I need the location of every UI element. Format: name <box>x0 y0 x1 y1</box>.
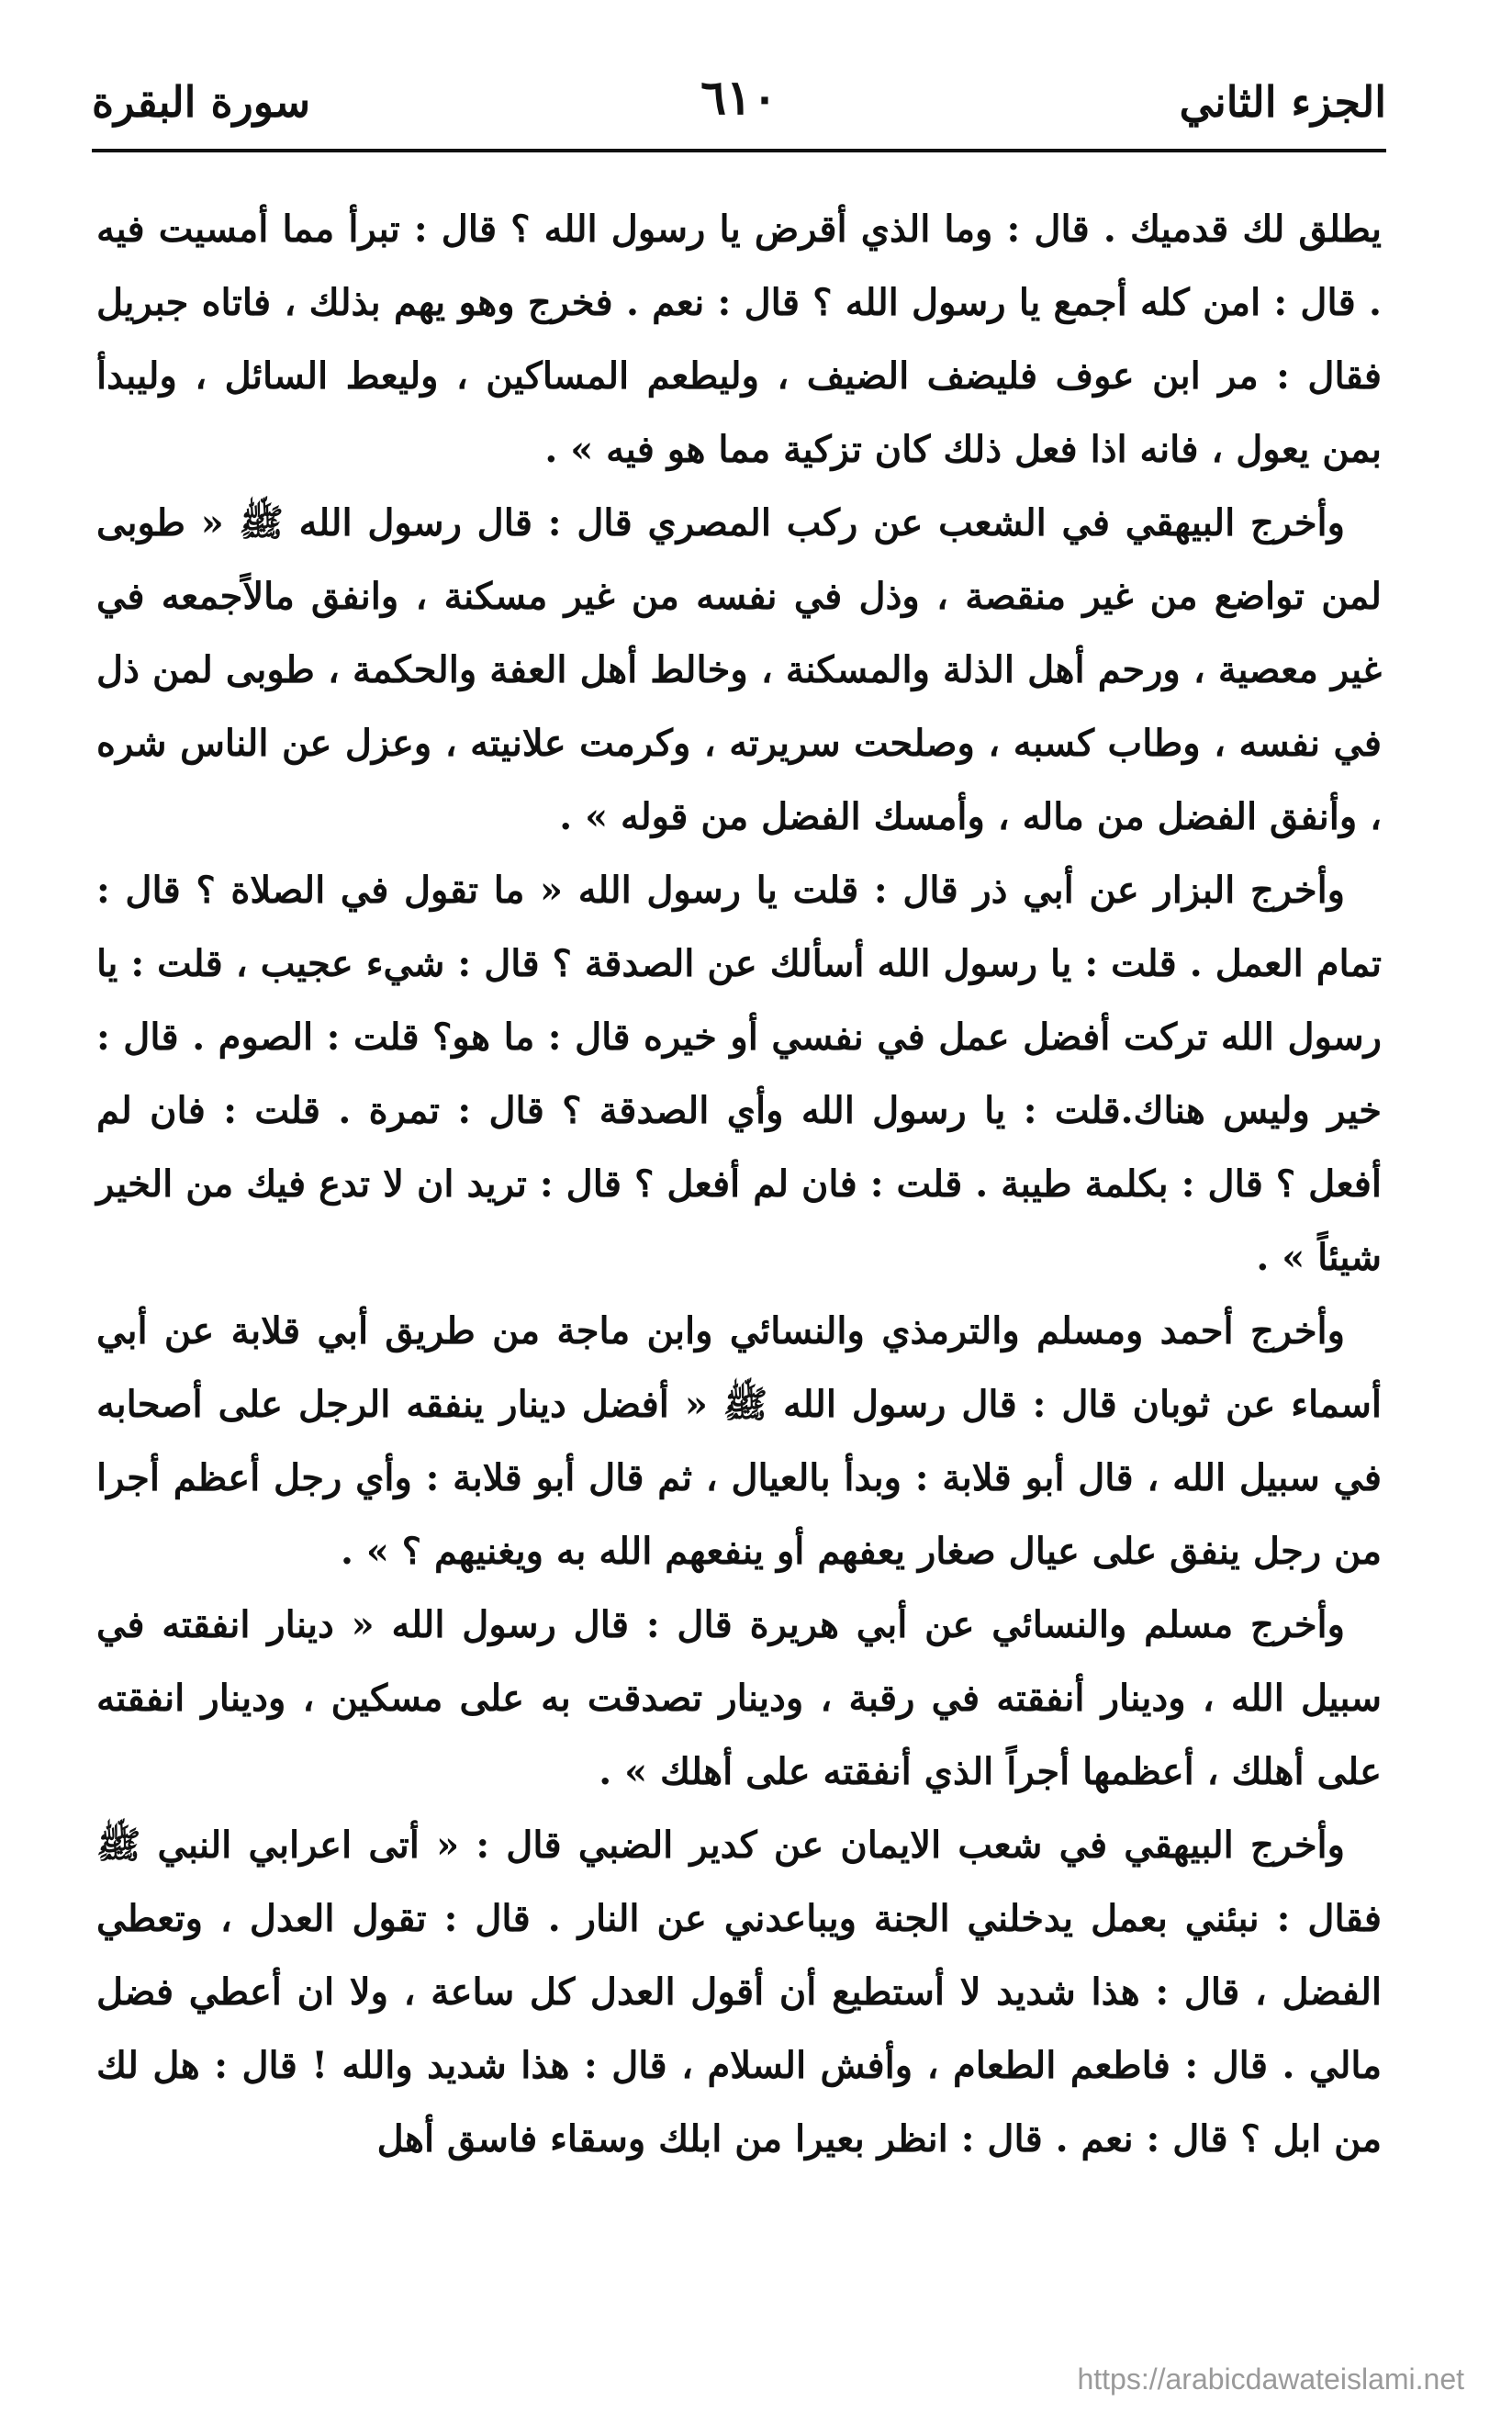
paragraph-5: وأخرج مسلم والنسائي عن أبي هريرة قال : قال رسول الله « دينار انفقته في سبيل الله ، ودينار أنفقته في رقبة ، ودينار تصدقت به على مسكين ، ودينار انفقته على أهلك ، أعظمها أجراً الذي أنفقته على أهلك » . <box>96 1603 1382 1793</box>
paragraph-2: وأخرج البيهقي في الشعب عن ركب المصري قال : قال رسول الله ﷺ « طوبى لمن تواضع من غير منقصة ، وذل في نفسه من غير مسكنة ، وانفق مالاًجمعه في غير معصية ، ورحم أهل الذلة والمسكنة ، وخالط أهل العفة والحكمة ، طوبى لمن ذل في نفسه ، وطاب كسبه ، وصلحت سريرته ، وكرمت علانيته ، وعزل عن الناس شره ، وأنفق الفضل من ماله ، وأمسك الفضل من قوله » . <box>96 501 1382 838</box>
paragraph-6: وأخرج البيهقي في شعب الايمان عن كدير الضبي قال : « أتى اعرابي النبي ﷺ فقال : نبئني بعمل يدخلني الجنة ويباعدني عن النار . قال : تقول العدل ، وتعطي الفضل ، قال : هذا شديد لا أستطيع أن أقول العدل كل ساعة ، ولا ان أعطي فضل مالي . قال : فاطعم الطعام ، وأفش السلام ، قال : هذا شديد والله ! قال : هل لك من ابل ؟ قال : نعم . قال : انظر بعيرا من ابلك وسقاء فاسق أهل <box>96 1824 1383 2160</box>
watermark-url: https://arabicdawateislami.net <box>1077 2362 1464 2396</box>
surah-label: سورة البقرة <box>92 77 311 127</box>
juz-label: الجزء الثاني <box>1179 77 1386 127</box>
header-divider <box>92 149 1386 152</box>
paragraph-4: وأخرج أحمد ومسلم والترمذي والنسائي وابن ماجة من طريق أبي قلابة عن أبي أسماء عن ثوبان قال : قال رسول الله ﷺ « أفضل دينار ينفقه الرجل على أصحابه في سبيل الله ، قال أبو قلابة : وبدأ بالعيال ، ثم قال أبو قلابة : وأي رجل أعظم أجرا من رجل ينفق على عيال صغار يعفهم أو ينفعهم الله به ويغنيهم ؟ » . <box>96 1309 1382 1573</box>
page-body <box>96 193 1382 2176</box>
paragraph-1: يطلق لك قدميك . قال : وما الذي أقرض يا رسول الله ؟ قال : تبرأ مما أمسيت فيه . قال : امن كله أجمع يا رسول الله ؟ قال : نعم . فخرج وهو يهم بذلك ، فاتاه جبريل فقال : مر ابن عوف فليضف الضيف ، وليطعم المساكين ، وليعط السائل ، وليبدأ بمن يعول ، فانه اذا فعل ذلك كان تزكية مما هو فيه » . <box>96 208 1382 471</box>
page-header <box>92 64 1386 147</box>
page-number: ٦١٠ <box>700 70 778 126</box>
paragraph-3: وأخرج البزار عن أبي ذر قال : قلت يا رسول الله « ما تقول في الصلاة ؟ قال : تمام العمل . قلت : يا رسول الله أسألك عن الصدقة ؟ قال : شيء عجيب ، قلت : يا رسول الله تركت أفضل عمل في نفسي أو خيره قال : ما هو؟ قلت : الصوم . قال : خير وليس هناك.قلت : يا رسول الله وأي الصدقة ؟ قال : تمرة . قلت : فان لم أفعل ؟ قال : بكلمة طيبة . قلت : فان لم أفعل ؟ قال : تريد ان لا تدع فيك من الخير شيئاً » . <box>96 869 1382 1279</box>
